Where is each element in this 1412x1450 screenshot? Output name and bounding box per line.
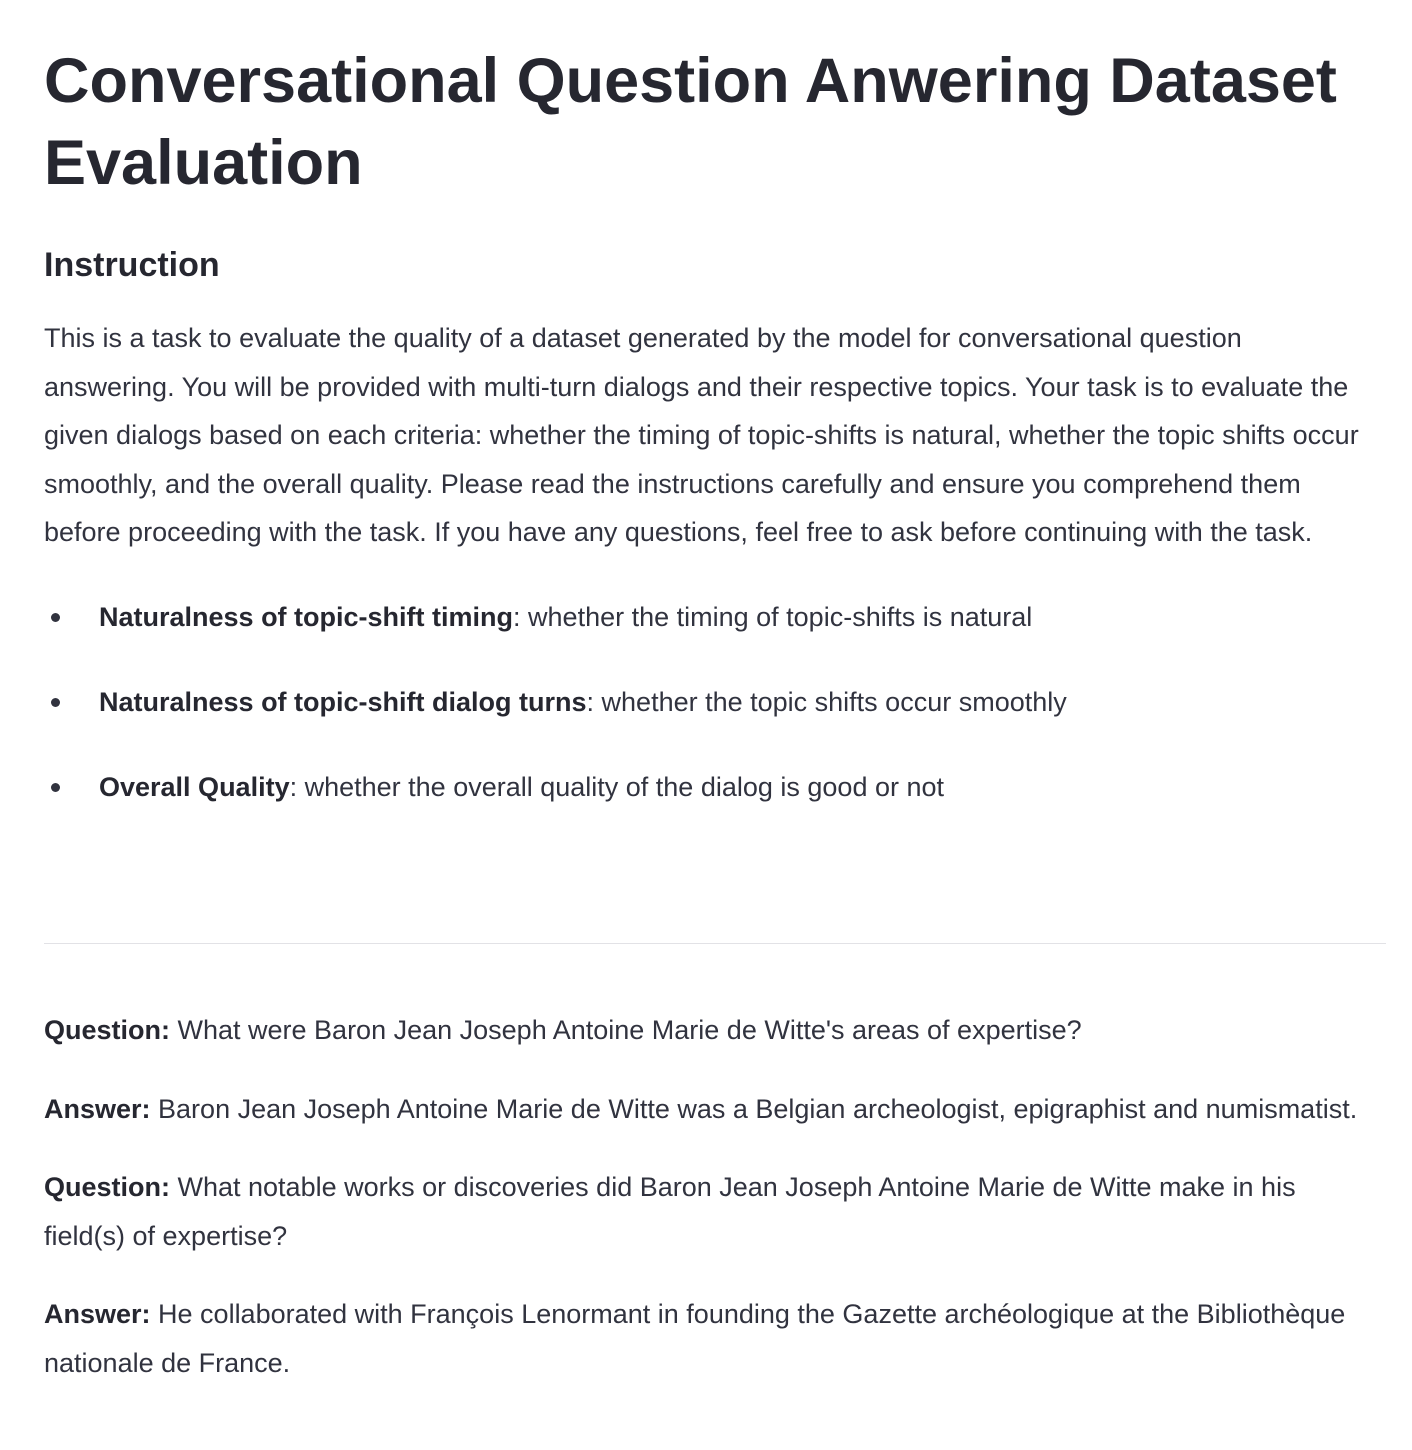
turn-text: Baron Jean Joseph Antoine Marie de Witte was a Belgian archeologist, epigraphist and numismatist. [150, 1093, 1358, 1124]
turn-role-label: Question: [44, 1015, 170, 1045]
bullet-icon [51, 698, 60, 707]
criteria-list [44, 597, 1386, 807]
turn-role-label: Question: [44, 1172, 170, 1203]
criteria-term: Overall Quality [99, 771, 290, 802]
turn-text: What notable works or discoveries did Baron Jean Joseph Antoine Marie de Witte make in his field(s) of expertise? [44, 1172, 1296, 1251]
criteria-item-dialog-turns [44, 682, 1386, 722]
criteria-item-timing [44, 597, 1386, 637]
instruction-heading: Instruction [44, 246, 220, 284]
instruction-body: This is a task to evaluate the quality of a dataset generated by the model for conversational question answering. You will be provided with multi-turn dialogs and their respective topics. Your task is to evaluate the given dialogs based on each criteria: whether the timing of topic-shifts is natural, whether the topic shifts occur smoothly, and the overall quality. Please read the instructions carefully and ensure you comprehend them before proceeding with the task. If you have any questions, feel free to ask before continuing with the task. [44, 323, 1359, 548]
criteria-term: Naturalness of topic-shift dialog turns [99, 686, 587, 717]
dialog-turn-question [44, 1163, 1374, 1260]
turn-role-label: Answer: [44, 1093, 151, 1124]
criteria-description: : whether the timing of topic-shifts is natural [513, 601, 1033, 632]
criteria-description: : whether the topic shifts occur smoothly [586, 686, 1067, 717]
turn-role-label: Answer: [44, 1299, 151, 1330]
dialog-turn-question [44, 1006, 1374, 1055]
turn-text: He collaborated with François Lenormant in founding the Gazette archéologique at the Bibliothèque nationale de France. [44, 1299, 1346, 1378]
page-title: Conversational Question Anwering Dataset Evaluation [44, 46, 1337, 198]
bullet-icon [51, 783, 60, 792]
dialog-turn-answer [44, 1290, 1374, 1387]
criteria-item-overall-quality [44, 767, 1386, 807]
section-divider [44, 943, 1386, 944]
dialog-turn-answer [44, 1085, 1374, 1134]
page-content [44, 0, 1386, 1378]
dialog-transcript [44, 1006, 1374, 1418]
criteria-description: : whether the overall quality of the dialog is good or not [289, 771, 945, 802]
turn-text: What were Baron Jean Joseph Antoine Marie de Witte's areas of expertise? [170, 1015, 1082, 1045]
bullet-icon [51, 613, 60, 622]
criteria-term: Naturalness of topic-shift timing [99, 601, 514, 632]
